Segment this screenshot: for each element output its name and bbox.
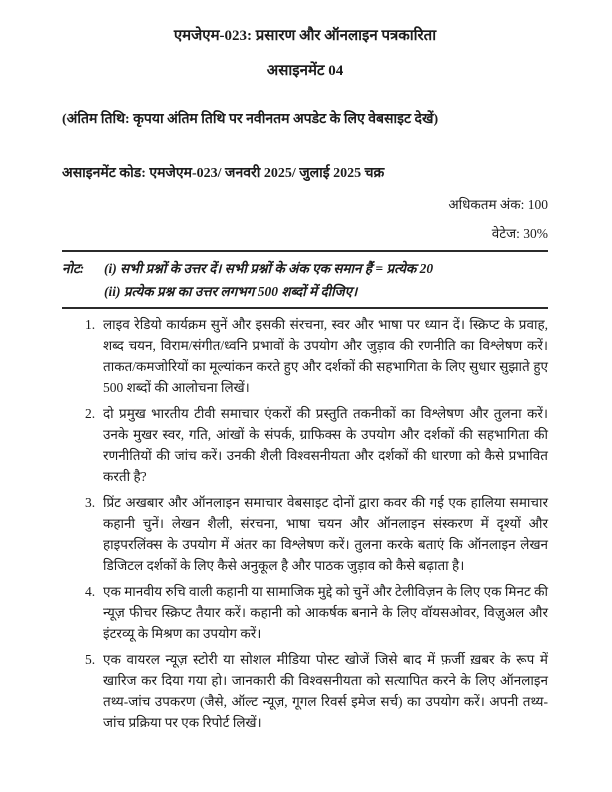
question-text: प्रिंट अखबार और ऑनलाइन समाचार वेबसाइट दोनों द्वारा कवर की गई एक हालिया समाचार कहानी चुनें। लेखन शैली, संरचना, भाषा चयन और ऑनलाइन संस्करण में दृश्यों और हाइपरलिंक्स के उपयोग में अंतर का विश्लेषण करें। तुलना करके बताएं कि ऑनलाइन लेखन डिजिटल दर्शकों के लिए कैसे अनुकूल है और पाठक जुड़ाव को कैसे बढ़ाता है। [103,495,548,573]
question-item-5 [62,649,548,733]
max-marks: अधिकतम अंक: 100 [448,197,548,212]
note-label: नोट: [62,261,85,276]
question-number: 3. [85,495,96,510]
assignment-code: असाइनमेंट कोड: एमजेएम-023/ जनवरी 2025/ जुलाई 2025 चक्र [62,166,385,181]
question-number: 2. [85,406,96,421]
assignment-number-title: असाइनमेंट 04 [266,63,344,79]
question-list [62,314,548,733]
question-number: 5. [85,652,96,667]
question-number: 4. [85,584,96,599]
question-item-1 [62,314,548,398]
question-item-4 [62,581,548,644]
horizontal-rule-bottom [62,307,548,309]
question-item-2 [62,403,548,487]
note-block [62,252,548,307]
question-text: लाइव रेडियो कार्यक्रम सुनें और इसकी संरचना, स्वर और भाषा पर ध्यान दें। स्क्रिप्ट के प्रवाह, शब्द चयन, विराम/संगीत/ध्वनि प्रभावों के उपयोग और जुड़ाव की रणनीति का विश्लेषण करें। ताकत/कमजोरियों का मूल्यांकन करते हुए और दर्शकों की सहभागिता के लिए सुधार सुझाते हुए 500 शब्दों की आलोचना लिखें। [103,317,548,395]
question-text: दो प्रमुख भारतीय टीवी समाचार एंकरों की प्रस्तुति तकनीकों का विश्लेषण और तुलना करें। उनके मुखर स्वर, गति, आंखों के संपर्क, ग्राफिक्स के उपयोग और दर्शकों की सहभागिता की रणनीतियों की जांच करें। उनकी शैली विश्वसनीयता और दर्शकों की धारणा को कैसे प्रभावित करती है? [103,406,548,484]
question-number: 1. [85,317,96,332]
note-line-1: (i) सभी प्रश्नों के उत्तर दें। सभी प्रश्नों के अंक एक समान हैं = प्रत्येक 20 [104,261,434,276]
weightage: वेटेज: 30% [491,226,548,241]
deadline-note: (अंतिम तिथि: कृपया अंतिम तिथि पर नवीनतम अपडेट के लिए वेबसाइट देखें) [62,112,439,127]
question-item-3 [62,492,548,576]
note-line-2: (ii) प्रत्येक प्रश्न का उत्तर लगभग 500 शब्दों में दीजिए। [104,284,358,299]
course-title: एमजेएम-023: प्रसारण और ऑनलाइन पत्रकारिता [173,28,437,44]
question-text: एक मानवीय रुचि वाली कहानी या सामाजिक मुद्दे को चुनें और टेलीविज़न के लिए एक मिनट की न्यूज़ फीचर स्क्रिप्ट तैयार करें। कहानी को आकर्षक बनाने के लिए वॉयसओवर, विज़ुअल और इंटरव्यू के मिश्रण का उपयोग करें। [103,584,548,641]
question-text: एक वायरल न्यूज़ स्टोरी या सोशल मीडिया पोस्ट खोजें जिसे बाद में फ़र्जी ख़बर के रूप में खारिज कर दिया गया हो। जानकारी की विश्वसनीयता को सत्यापित करने के लिए ऑनलाइन तथ्य-जांच उपकरण (जैसे, ऑल्ट न्यूज़, गूगल रिवर्स इमेज सर्च) का उपयोग करें। अपनी तथ्य-जांच प्रक्रिया पर एक रिपोर्ट लिखें। [103,652,548,730]
